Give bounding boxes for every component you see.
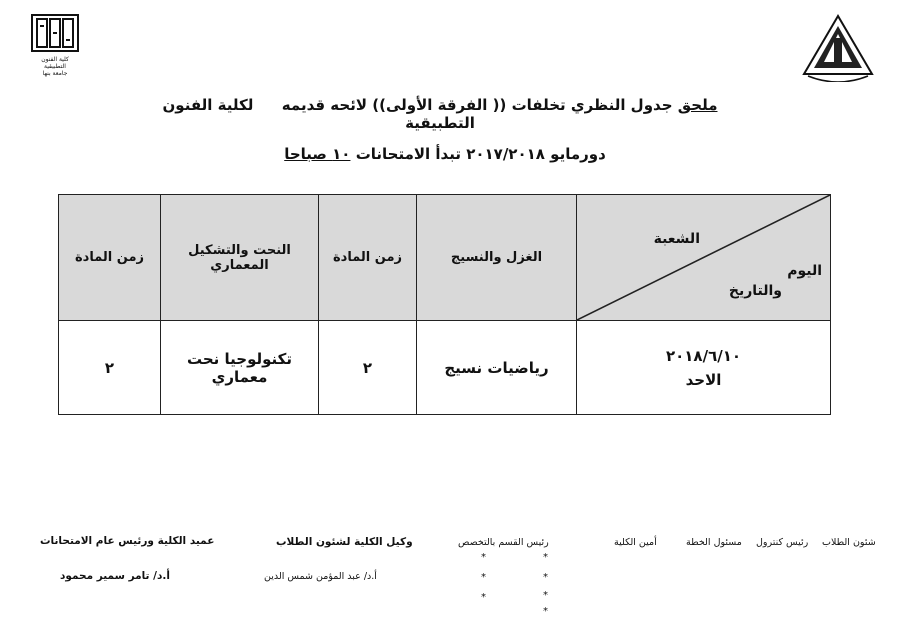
- header-branch-label: الشعبة: [653, 231, 700, 247]
- sig-star: *: [543, 572, 548, 583]
- sig-faculty-secretary: أمين الكلية: [614, 537, 657, 548]
- duration-weaving: ٢: [319, 321, 417, 415]
- table-row: [59, 321, 831, 415]
- university-logo: [798, 12, 878, 82]
- subject-weaving: رياضيات نسيج: [417, 321, 577, 415]
- sig-star: *: [543, 606, 548, 617]
- title-faculty: لكلية الفنون التطبيقية: [162, 96, 475, 132]
- title-main: جدول النظري تخلفات (( الفرقة الأولى)): [372, 96, 673, 114]
- sig-control-head: رئيس كنترول: [756, 537, 809, 548]
- table-header-row: [59, 195, 831, 321]
- page-subtitle: [140, 145, 750, 163]
- header-day-label: اليوم: [787, 263, 822, 279]
- university-emblem-icon: [798, 12, 878, 82]
- sig-star: *: [481, 592, 486, 603]
- session-text: دورمايو ٢٠١٧/٢٠١٨ تبدأ الامتحانات: [355, 145, 606, 163]
- exam-day: الاحد: [685, 370, 722, 389]
- sig-plan-officer: مسئول الخطة: [686, 537, 742, 548]
- sig-dean-name: أ.د/ تامر سمير محمود: [60, 570, 170, 582]
- exam-date: ٢٠١٨/٦/١٠: [665, 346, 742, 365]
- header-weaving: الغزل والنسيج: [417, 195, 577, 321]
- schedule-table-wrap: [58, 194, 830, 414]
- header-branch-day-cell: [577, 195, 831, 321]
- page-title: [140, 96, 740, 132]
- sig-star: *: [481, 552, 486, 563]
- sig-student-affairs: شئون الطلاب: [822, 537, 876, 548]
- duration-sculpture: ٢: [59, 321, 161, 415]
- header-date-label: والتاريخ: [728, 283, 782, 299]
- diagonal-divider: [577, 195, 830, 320]
- sig-department-head: رئيس القسم بالتخصص: [458, 537, 549, 548]
- title-prefix: ملحق: [677, 96, 718, 114]
- start-time: ١٠ صباحا: [284, 145, 351, 163]
- schedule-table: [58, 194, 831, 415]
- sig-star: *: [543, 552, 548, 563]
- sig-vice-dean: وكيل الكلية لشئون الطلاب: [276, 536, 413, 548]
- sig-star: *: [481, 572, 486, 583]
- title-regulation: لائحه قديمه: [281, 96, 367, 114]
- faculty-logo: [30, 14, 80, 77]
- sig-dean: عميد الكلية ورئيس عام الامتحانات: [40, 535, 215, 547]
- header-duration-1: زمن المادة: [319, 195, 417, 321]
- faculty-logo-caption-2: جامعة بنها: [42, 70, 68, 77]
- sig-star: *: [543, 590, 548, 601]
- header-duration-2: زمن المادة: [59, 195, 161, 321]
- header-sculpture: النحت والتشكيل المعماري: [161, 195, 319, 321]
- exam-date-cell: [577, 321, 831, 415]
- subject-sculpture: تكنولوجيا نحت معماري: [161, 321, 319, 415]
- faculty-logo-caption-1: كلية الفنون التطبيقية: [41, 56, 69, 70]
- faculty-emblem-icon: [30, 14, 80, 52]
- sig-vice-dean-name: أ.د/ عبد المؤمن شمس الدين: [264, 571, 377, 582]
